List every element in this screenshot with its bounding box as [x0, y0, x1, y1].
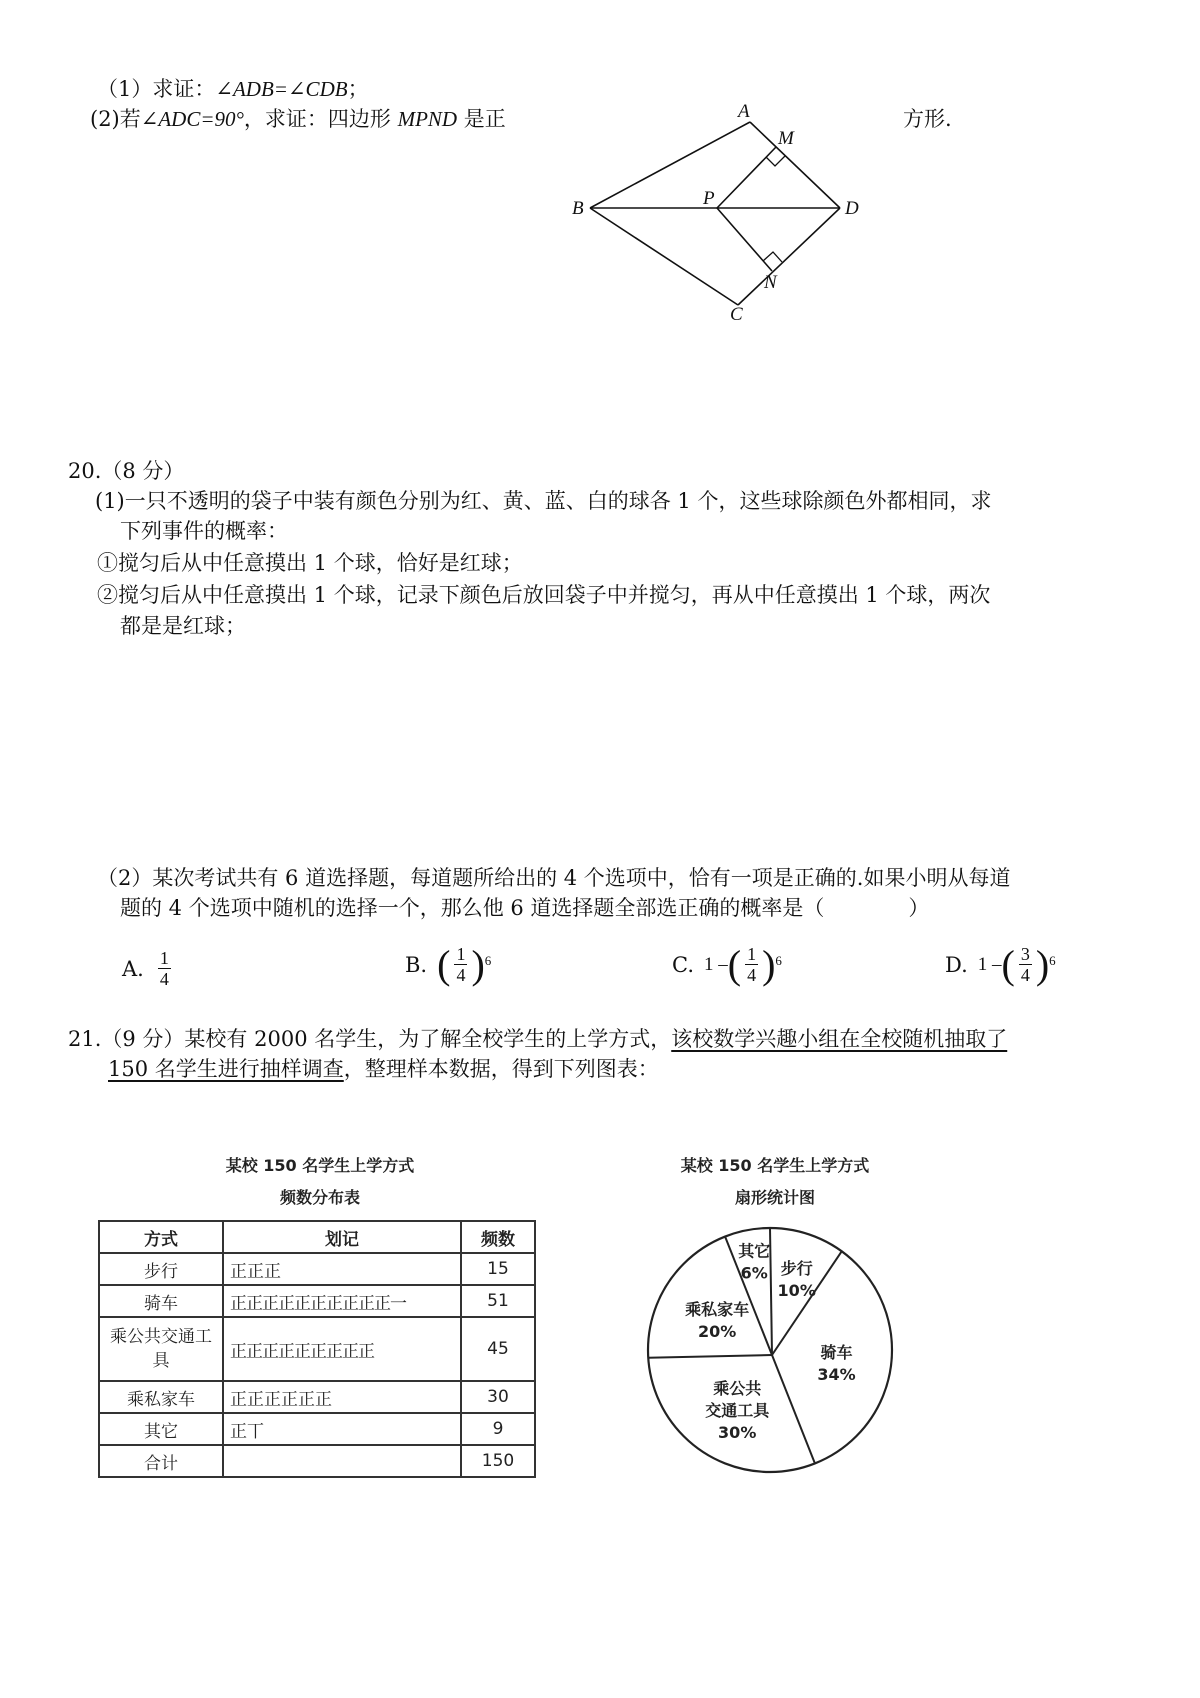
pie-slice-name: 其它: [738, 1241, 771, 1261]
table-row: [99, 1445, 535, 1477]
pie-title: 某校 150 名学生上学方式: [680, 1156, 870, 1175]
pie-slice-percent: 34%: [817, 1365, 856, 1385]
option-d-exp: 6: [1049, 952, 1056, 968]
q19-part2-math: ∠ADC=90°: [140, 107, 244, 131]
option-d-label: D.: [945, 952, 968, 977]
q21-underlined1: 该校数学兴趣小组在全校随机抽取了: [671, 1027, 1008, 1051]
option-d: [945, 941, 1056, 987]
row-freq: 9: [461, 1413, 535, 1445]
option-a-den: 4: [159, 969, 169, 989]
row-method: 乘私家车: [99, 1381, 223, 1413]
row-freq: 150: [461, 1445, 535, 1477]
q20-item1: ①搅匀后从中任意摸出 1 个球，恰好是红球；: [97, 551, 523, 575]
pie-slice-name: 乘私家车: [685, 1300, 750, 1320]
table-row: [99, 1317, 535, 1381]
row-tally: 正正正正正正: [223, 1381, 461, 1413]
quadrilateral-figure: [560, 95, 880, 325]
q19-part2-end: 方形.: [903, 107, 952, 131]
pie-slice-name: 骑车: [820, 1343, 853, 1363]
option-c: [672, 941, 782, 987]
option-b-exp: 6: [484, 952, 492, 968]
line-ba: [590, 122, 750, 208]
option-a-fraction: [158, 948, 171, 989]
option-a-label: A.: [122, 956, 144, 981]
q19-part2-mid: ，求证：四边形: [243, 107, 398, 131]
option-c-exp: 6: [775, 952, 782, 968]
q19-part1-math: ∠ADB=∠CDB: [215, 77, 348, 101]
q21-line1: [68, 1024, 1007, 1054]
row-freq: 45: [461, 1317, 535, 1381]
q20-p2-line1: （2）某次考试共有 6 道选择题，每道题所给出的 4 个选项中，恰有一项是正确的.如果小明从每道: [97, 866, 1011, 890]
option-b-math: ( $\frac{1}{4}$ ) 6: [437, 941, 492, 987]
option-a-num: 1: [159, 948, 169, 968]
q19-part1-prefix: （1）求证：: [97, 77, 216, 101]
row-method: 合计: [99, 1445, 223, 1477]
option-b-num: 1: [456, 944, 466, 964]
right-angle-mark-m: [766, 156, 785, 166]
pie-slice-name: 乘公共: [713, 1378, 762, 1398]
label-p: P: [703, 188, 715, 209]
label-b: B: [572, 198, 584, 219]
row-method: 骑车: [99, 1285, 223, 1317]
option-c-pre: 1 –: [704, 953, 728, 975]
frequency-table: [98, 1220, 536, 1478]
row-method: 步行: [99, 1253, 223, 1285]
option-c-num: 1: [747, 944, 757, 964]
option-b-label: B.: [405, 952, 428, 977]
table-row: [99, 1381, 535, 1413]
q19-part1-suffix: ；: [347, 77, 369, 101]
pie-chart: [630, 1210, 910, 1490]
q21-line2: [108, 1054, 659, 1084]
option-c-math: 1 – ( $\frac{1}{4}$ ) 6: [704, 941, 782, 987]
label-n: N: [764, 272, 777, 293]
row-tally: 正正正正正正正正正正一: [223, 1285, 461, 1317]
pie-slice-name: 步行: [780, 1258, 813, 1278]
q19-part2-prefix: (2)若: [90, 107, 141, 131]
q19-part2-quad: MPND: [397, 107, 458, 131]
pie-slice-percent: 10%: [777, 1280, 816, 1300]
label-c: C: [730, 304, 743, 325]
pie-slice-percent: 20%: [697, 1322, 737, 1342]
line-pm: [717, 147, 776, 208]
table-title-1: 某校 150 名学生上学方式: [225, 1156, 415, 1175]
table-row: [99, 1253, 535, 1285]
row-tally: [223, 1445, 461, 1477]
right-angle-mark-n: [763, 252, 782, 262]
q19-part2-tail: 是正: [457, 107, 506, 131]
q21-tail: ，整理样本数据，得到下列图表：: [343, 1057, 659, 1081]
option-c-den: 4: [747, 965, 757, 985]
line-pn: [717, 208, 772, 271]
q20-p1-line1: (1)一只不透明的袋子中装有颜色分别为红、黄、蓝、白的球各 1 个，这些球除颜色外都相同，求: [95, 489, 992, 513]
option-d-pre: 1 –: [977, 953, 1002, 975]
row-freq: 15: [461, 1253, 535, 1285]
line-cd: [738, 208, 840, 305]
q20-p1-line2: 下列事件的概率：: [120, 519, 288, 543]
label-a: A: [738, 101, 750, 122]
row-tally: 正正正正正正正正正: [223, 1317, 461, 1381]
option-c-label: C.: [672, 952, 694, 977]
option-b: [405, 941, 492, 987]
option-d-den: 4: [1020, 965, 1030, 985]
pie-slice-name: 交通工具: [705, 1400, 770, 1420]
option-d-num: 3: [1020, 944, 1030, 964]
option-d-math: 1 – ( $\frac{3}{4}$ ) 6: [977, 941, 1056, 987]
table-row: [99, 1285, 535, 1317]
line-bc: [590, 208, 738, 305]
row-method: 其它: [99, 1413, 223, 1445]
header-tally: 划记: [223, 1221, 461, 1253]
table-header-row: [99, 1221, 535, 1253]
row-tally: 正正正: [223, 1253, 461, 1285]
label-d: D: [845, 198, 859, 219]
label-m: M: [778, 128, 794, 149]
pie-slice-percent: 30%: [718, 1422, 757, 1442]
table-row: [99, 1413, 535, 1445]
row-method: 乘公共交通工具: [99, 1317, 223, 1381]
q20-item2-line1: ②搅匀后从中任意摸出 1 个球，记录下颜色后放回袋子中并搅匀，再从中任意摸出 1 个球，两次: [97, 583, 991, 607]
option-a: [122, 948, 175, 989]
row-freq: 51: [461, 1285, 535, 1317]
q19-part1: [97, 74, 369, 104]
line-ad: [750, 122, 840, 208]
header-method: 方式: [99, 1221, 223, 1253]
q20-item2-line2: 都是是红球；: [120, 614, 246, 638]
q19-part2: [90, 104, 506, 134]
row-tally: 正丅: [223, 1413, 461, 1445]
q20-p2-line2: 题的 4 个选项中随机的选择一个，那么他 6 道选择题全部选正确的概率是（ ）: [120, 896, 930, 920]
q20-heading: 20.（8 分）: [68, 459, 185, 483]
q21-heading: 21.（9 分）某校有 2000 名学生，为了解全校学生的上学方式，: [68, 1027, 672, 1051]
option-b-den: 4: [456, 965, 466, 985]
table-title-2: 频数分布表: [279, 1188, 360, 1207]
pie-subtitle: 扇形统计图: [734, 1188, 815, 1207]
row-freq: 30: [461, 1381, 535, 1413]
q21-underlined2: 150 名学生进行抽样调查: [108, 1057, 344, 1081]
pie-slice-percent: 6%: [740, 1263, 768, 1283]
header-freq: 频数: [461, 1221, 535, 1253]
